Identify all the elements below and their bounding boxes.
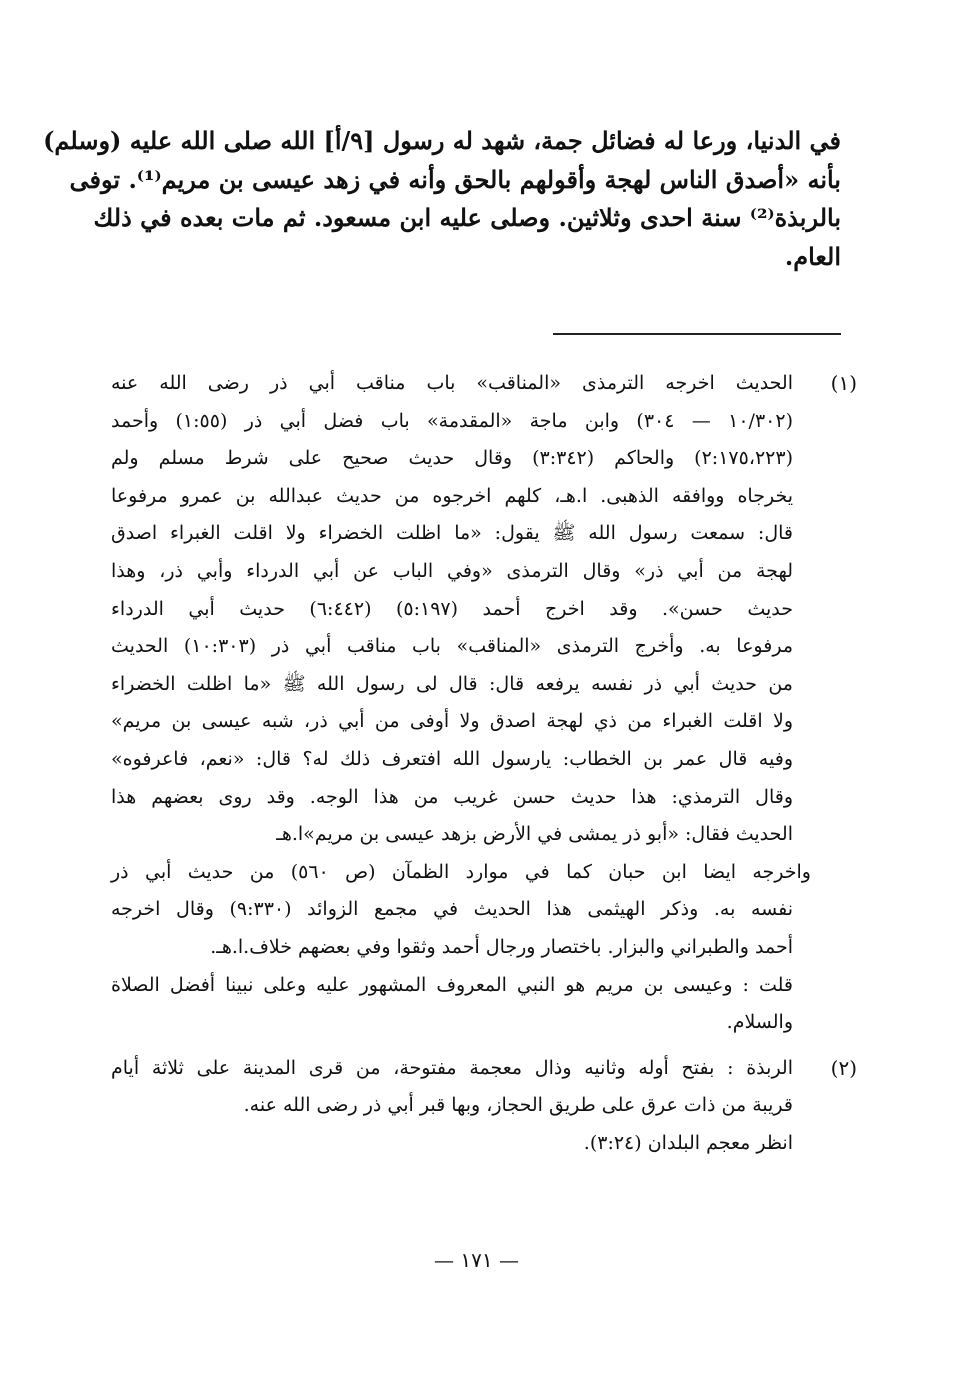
footnote-line: يخرجاه ووافقه الذهبى. ا.هـ، كلهم اخرجوه من حديث عبدالله بن عمرو مرفوعا xyxy=(111,484,793,507)
footnote-line: قال: سمعت رسول الله ﷺ يقول: «ما اظلت الخضراء ولا اقلت الغبراء اصدق xyxy=(111,522,793,545)
main-line: في الدنيا، ورعا له فضائل جمة، شهد له رسول [٩/أ] الله صلى الله عليه (وسلم) xyxy=(43,126,841,155)
main-line: بأنه «أصدق الناس لهجة وأقولهم بالحق وأنه في زهد عيسى بن مريم⁽¹⁾. توفى xyxy=(69,164,841,194)
main-line: العام. xyxy=(784,241,841,271)
footnote-line: مرفوعا به. وأخرج الترمذى «المناقب» باب مناقب أبي ذر (١٠:٣٠٣) الحديث xyxy=(111,635,793,658)
footnote-body xyxy=(111,365,811,1042)
footnote-line: الحديث فقال: «أبو ذر يمشى في الأرض بزهد عيسى بن مريم»ا.هـ xyxy=(276,823,793,846)
footnote-line: نفسه به. وذكر الهيثمى هذا الحديث في مجمع الزوائد (٩:٣٣٠) وقال اخرجه xyxy=(111,898,793,921)
footnote-line: أحمد والطبراني والبزار. باختصار ورجال أحمد وثقوا وفي بعضهم خلاف.ا.هـ. xyxy=(210,935,793,958)
footnote-1 xyxy=(111,365,857,1042)
main-paragraph xyxy=(43,122,841,276)
footnote-divider xyxy=(553,333,841,335)
footnote-number: (٢) xyxy=(830,1055,857,1080)
footnote-line: وفيه قال عمر بن الخطاب: يارسول الله افتعرف ذلك له؟ قال: «نعم، فاعرفوه» xyxy=(111,747,793,770)
footnote-line: حديث حسن». وقد اخرج أحمد (٥:١٩٧) (٦:٤٤٢) حديث أبي الدرداء xyxy=(111,597,793,620)
footnote-line: قريبة من ذات عرق على طريق الحجاز، وبها قبر أبي ذر رضى الله عنه. xyxy=(243,1094,793,1117)
footnote-line: انظر معجم البلدان (٣:٢٤). xyxy=(583,1131,793,1154)
footnote-2 xyxy=(111,1050,857,1163)
footnote-line: واخرجه ايضا ابن حبان كما في موارد الظمآن (ص ٥٦٠) من حديث أبي ذر xyxy=(111,860,811,883)
page-number: — ١٧١ — xyxy=(434,1248,519,1272)
footnote-line: قلت : وعيسى بن مريم هو النبي المعروف المشهور عليه وعلى نبينا أفضل الصلاة xyxy=(111,973,793,996)
footnote-line: لهجة من أبي ذر» وقال الترمذى «وفي الباب عن أبي الدرداء وأبي ذر، وهذا xyxy=(111,559,793,582)
footnote-line: (٢:١٧٥،٢٢٣) والحاكم (٣:٣٤٢) وقال حديث صحيح على شرط مسلم ولم xyxy=(111,447,793,470)
footnotes-section xyxy=(111,365,857,1170)
footnote-line: الربذة : بفتح أوله وثانيه وذال معجمة مفتوحة، من قرى المدينة على ثلاثة أيام xyxy=(111,1056,793,1079)
footnote-line: (١٠/٣٠٢ — ٣٠٤) وابن ماجة «المقدمة» باب فضل أبي ذر (١:٥٥) وأحمد xyxy=(111,409,793,432)
footnote-line: وقال الترمذي: هذا حديث حسن غريب من هذا الوجه. وقد روى بعضهم هذا xyxy=(111,785,793,808)
footnote-body xyxy=(111,1050,793,1163)
footnote-line: والسلام. xyxy=(726,1011,793,1034)
main-line: بالربذة⁽²⁾ سنة احدى وثلاثين. وصلى عليه ابن مسعود. ثم مات بعده في ذلك xyxy=(93,203,841,232)
footnote-line: الحديث اخرجه الترمذى «المناقب» باب مناقب أبي ذر رضى الله عنه xyxy=(111,372,793,394)
footnote-line: ولا اقلت الغبراء من ذي لهجة اصدق ولا أوفى من أبي ذر، شبه عيسى بن مريم» xyxy=(111,710,793,733)
footnote-number: (١) xyxy=(830,371,857,395)
footnote-line: من حديث أبي ذر نفسه يرفعه قال: قال لى رسول الله ﷺ «ما اظلت الخضراء xyxy=(111,672,793,695)
